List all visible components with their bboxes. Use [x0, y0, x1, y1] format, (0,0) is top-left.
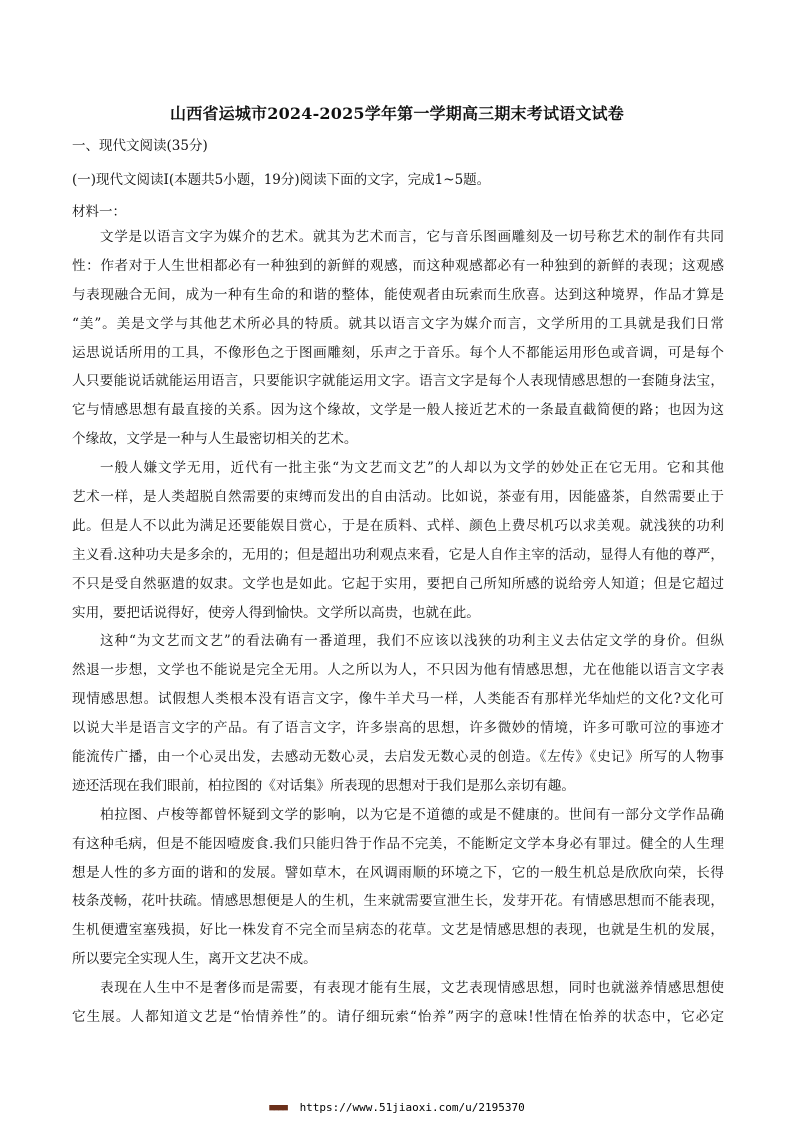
paragraph-line: 有这种毛病，但是不能因噎废食.我们只能归咎于作品不完美，不能断定文学本身必有罪过。健全的人生理 — [72, 835, 724, 852]
paragraph-4 — [72, 801, 724, 974]
paragraph-line: 一般人嫌文学无用，近代有一批主张“为文艺而文艺”的人却以为文学的妙处正在它无用。它和其他 — [100, 460, 724, 477]
paragraph-line: 柏拉图、卢梭等都曾怀疑到文学的影响，以为它是不道德的或是不健康的。世间有一部分文学作品确 — [100, 806, 724, 823]
paragraph-line: 性：作者对于人生世相都必有一种独到的新鲜的观感，而这种观感都必有一种独到的新鲜的表现；这观感 — [72, 257, 724, 274]
paragraph-line: 枝条茂畅，花叶扶疏。情感思想便是人的生机，生来就需要宣泄生长，发芽开花。有情感思想而不能表现， — [72, 893, 724, 910]
paragraph-line: “美”。美是文学与其他艺术所必具的特质。就其以语言文字为媒介而言，文学所用的工具就是我们日常 — [72, 315, 724, 332]
paragraph-line: 它与情感思想有最直接的关系。因为这个缘故，文学是一般人接近艺术的一条最直截简便的路；也因为这 — [72, 402, 724, 419]
section-heading: 一、现代文阅读(35分) — [72, 138, 208, 154]
paragraph-line: 迹还活现在我们眼前，柏拉图的《对话集》所表现的思想对于我们是那么亲切有趣。 — [72, 777, 575, 794]
material-label: 材料一： — [72, 204, 126, 220]
paragraph-line: 运思说话所用的工具，不像形色之于图画雕刻，乐声之于音乐。每个人不都能运用形色或音调，可是每个 — [72, 344, 724, 361]
paragraph-line: 与表现融合无间，成为一种有生命的和谐的整体，能使观者由玩索而生欣喜。达到这种境界，作品才算是 — [72, 286, 724, 303]
paragraph-line: 能流传广播，由一个心灵出发，去感动无数心灵，去启发无数心灵的创造。《左传》《史记》所写的人物事 — [72, 749, 724, 766]
paragraph-5 — [72, 974, 724, 1032]
paragraph-line: 它生展。人都知道文艺是“怡情养性”的。请仔细玩索“怡养”两字的意味!性情在怡养的状态中，它必定 — [72, 1009, 724, 1026]
paragraph-line: 艺术一样，是人类超脱自然需要的束缚而发出的自由活动。比如说，茶壶有用，因能盛茶，自然需要止于 — [72, 489, 724, 506]
site-logo-icon: ■■■■ — [269, 1103, 287, 1113]
subsection-heading: (一)现代文阅读I(本题共5小题，19分)阅读下面的文字，完成1~5题。 — [72, 172, 491, 188]
paragraph-1 — [72, 223, 724, 454]
paragraph-line: 生机便遭室塞残损，好比一株发育不完全而呈病态的花草。文艺是情感思想的表现，也就是生机的发展， — [72, 922, 724, 939]
paragraph-line: 实用，要把话说得好，使旁人得到愉快。文学所以高贵，也就在此。 — [72, 604, 480, 621]
paragraph-line: 然退一步想，文学也不能说是完全无用。人之所以为人，不只因为他有情感思想，尤在他能以语言文字表 — [72, 662, 724, 679]
paragraph-line: 主义看.这种功夫是多余的，无用的；但是超出功利观点来看，它是人自作主宰的活动，显得人有他的尊严， — [72, 546, 724, 563]
paragraph-line: 个缘故，文学是一种与人生最密切相关的艺术。 — [72, 431, 358, 448]
paragraph-line: 表现在人生中不是奢侈而是需要，有表现才能有生展，文艺表现情感思想，同时也就滋养情感思想使 — [100, 980, 724, 997]
footer-url[interactable]: https://www.51jiaoxi.com/u/2195370 — [299, 1101, 525, 1114]
exam-title: 山西省运城市2024-2025学年第一学期高三期末考试语文试卷 — [170, 104, 624, 123]
paragraph-line: 所以要完全实现人生，离开文艺决不成。 — [72, 951, 317, 968]
reading-passage — [72, 223, 724, 1032]
paragraph-line: 人只要能说话就能运用语言，只要能识字就能运用文字。语言文字是每个人表现情感思想的一套随身法宝， — [72, 373, 724, 390]
paragraph-2 — [72, 454, 724, 627]
paragraph-line: 此。但是人不以此为满足还要能娱目赏心，于是在质料、式样、颜色上费尽机巧以求美观。就浅狭的功利 — [72, 517, 724, 534]
paragraph-line: 想是人性的多方面的谐和的发展。譬如草木，在风调雨顺的环境之下，它的一般生机总是欣欣向荣，长得 — [72, 864, 724, 881]
paragraph-line: 不只是受自然驱遣的奴隶。文学也是如此。它起于实用，要把自己所知所感的说给旁人知道；但是它超过 — [72, 575, 724, 592]
paragraph-line: 以说大半是语言文字的产品。有了语言文字，许多崇高的思想，许多微妙的情境，许多可歌可泣的事迹才 — [72, 720, 724, 737]
paragraph-line: 这种“为文艺而文艺”的看法确有一番道理，我们不应该以浅狭的功利主义去估定文学的身价。但纵 — [100, 633, 724, 650]
page-footer — [0, 1101, 794, 1114]
paragraph-line: 现情感思想。试假想人类根本没有语言文字，像牛羊犬马一样，人类能否有那样光华灿烂的文化?文化可 — [72, 691, 724, 708]
paragraph-line: 文学是以语言文字为媒介的艺术。就其为艺术而言，它与音乐图画雕刻及一切号称艺术的制作有共同 — [100, 229, 724, 245]
paragraph-3 — [72, 627, 724, 800]
